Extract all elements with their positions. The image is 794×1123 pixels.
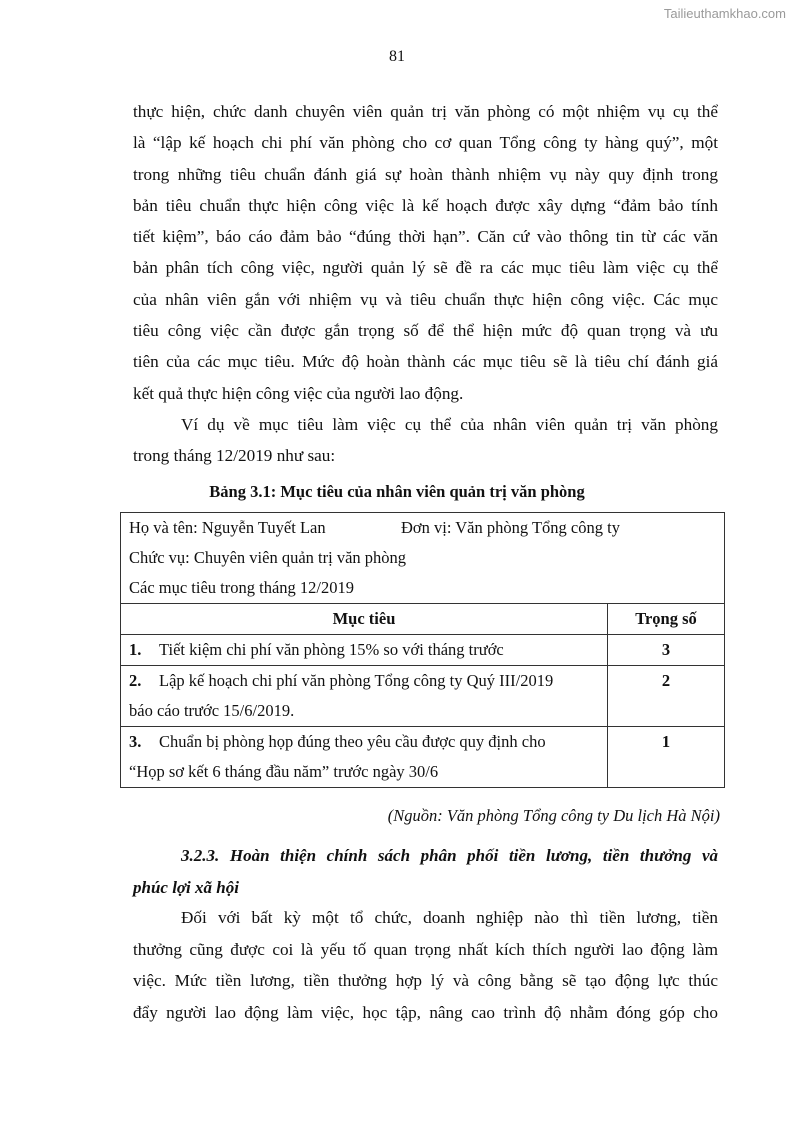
text-line: thực hiện, chức danh chuyên viên quản trị văn phòng có một nhiệm vụ cụ thể bbox=[133, 102, 718, 121]
page-number: 81 bbox=[389, 48, 405, 65]
goal-text: Chuẩn bị phòng họp đúng theo yêu cầu được quy định cho bbox=[159, 732, 546, 751]
goal-cell bbox=[121, 635, 608, 666]
watermark: Tailieuthamkhao.com bbox=[663, 6, 786, 21]
source-note: (Nguồn: Văn phòng Tổng công ty Du lịch Hà Nội) bbox=[387, 806, 720, 825]
body-text bbox=[133, 96, 718, 472]
goal-cell bbox=[121, 666, 608, 727]
text-line: trong những tiêu chuẩn đánh giá sự hoàn thành nhiệm vụ này quy định trong bbox=[133, 164, 718, 184]
employee-info bbox=[121, 513, 725, 604]
heading-line: phúc lợi xã hội bbox=[133, 878, 239, 897]
table-row bbox=[121, 666, 725, 727]
text-line: thưởng cũng được coi là yếu tố quan trọng nhất kích thích người lao động làm bbox=[133, 939, 718, 959]
text-line: Đối với bất kỳ một tổ chức, doanh nghiệp nào thì tiền lương, tiền bbox=[181, 908, 718, 927]
goal-number: 2. bbox=[129, 671, 142, 690]
text-line: Ví dụ về mục tiêu làm việc cụ thể của nhân viên quản trị văn phòng bbox=[181, 414, 718, 434]
goal-text: báo cáo trước 15/6/2019. bbox=[129, 701, 295, 720]
text-line: bản phân tích công việc, người quản lý sẽ đề ra các mục tiêu làm việc cụ thể bbox=[133, 258, 718, 278]
text-line: bản tiêu chuẩn thực hiện công việc là kế hoạch được xây dựng “đảm bảo tính bbox=[133, 195, 718, 215]
table-title: Bảng 3.1: Mục tiêu của nhân viên quản trị văn phòng bbox=[209, 482, 585, 501]
goal-cell bbox=[121, 727, 608, 788]
weight-cell: 1 bbox=[608, 727, 725, 788]
table-row bbox=[121, 727, 725, 788]
text-line: của nhân viên gắn với nhiệm vụ và tiêu chuẩn thực hiện công việc. Các mục bbox=[133, 289, 718, 309]
goal-text: “Họp sơ kết 6 tháng đầu năm” trước ngày 30/6 bbox=[129, 762, 439, 781]
unit-label: Đơn vị: Văn phòng Tổng công ty bbox=[401, 518, 620, 537]
name-label: Họ và tên: Nguyễn Tuyết Lan bbox=[129, 518, 326, 537]
text-line: là “lập kế hoạch chi phí văn phòng cho cơ quan Tổng công ty hàng quý”, một bbox=[133, 133, 718, 153]
table-row bbox=[121, 635, 725, 666]
goal-text: Tiết kiệm chi phí văn phòng 15% so với tháng trước bbox=[159, 640, 504, 659]
text-line: tiêu công việc cần được gắn trọng số để thể hiện mức độ quan trọng và ưu bbox=[133, 321, 718, 341]
position-label: Chức vụ: Chuyên viên quản trị văn phòng bbox=[129, 548, 407, 567]
section-heading bbox=[133, 840, 718, 904]
weight-cell: 2 bbox=[608, 666, 725, 727]
column-header-weight: Trọng số bbox=[608, 604, 725, 635]
text-line: tiên của các mục tiêu. Mức độ hoàn thành các mục tiêu sẽ là tiêu chí đánh giá bbox=[133, 352, 718, 372]
goals-table bbox=[120, 512, 725, 788]
goal-text: Lập kế hoạch chi phí văn phòng Tổng công ty Quý III/2019 bbox=[159, 671, 554, 690]
text-line: trong tháng 12/2019 như sau: bbox=[133, 446, 336, 466]
goal-number: 1. bbox=[129, 640, 142, 659]
weight-cell: 3 bbox=[608, 635, 725, 666]
text-line: đẩy người lao động làm việc, học tập, nâng cao trình độ nhằm đóng góp cho bbox=[133, 1003, 718, 1023]
text-line: việc. Mức tiền lương, tiền thưởng hợp lý và công bằng sẽ tạo động lực thúc bbox=[133, 971, 718, 991]
column-header-goal: Mục tiêu bbox=[121, 604, 608, 635]
text-line: tiết kiệm”, báo cáo đảm bảo “đúng thời hạn”. Căn cứ vào thông tin từ các văn bbox=[133, 227, 718, 247]
goal-number: 3. bbox=[129, 732, 142, 751]
heading-line: 3.2.3. Hoàn thiện chính sách phân phối tiền lương, tiền thưởng và bbox=[181, 846, 718, 865]
body-text-2 bbox=[133, 902, 718, 1029]
text-line: kết quả thực hiện công việc của người lao động. bbox=[133, 383, 464, 403]
period-label: Các mục tiêu trong tháng 12/2019 bbox=[129, 578, 354, 597]
